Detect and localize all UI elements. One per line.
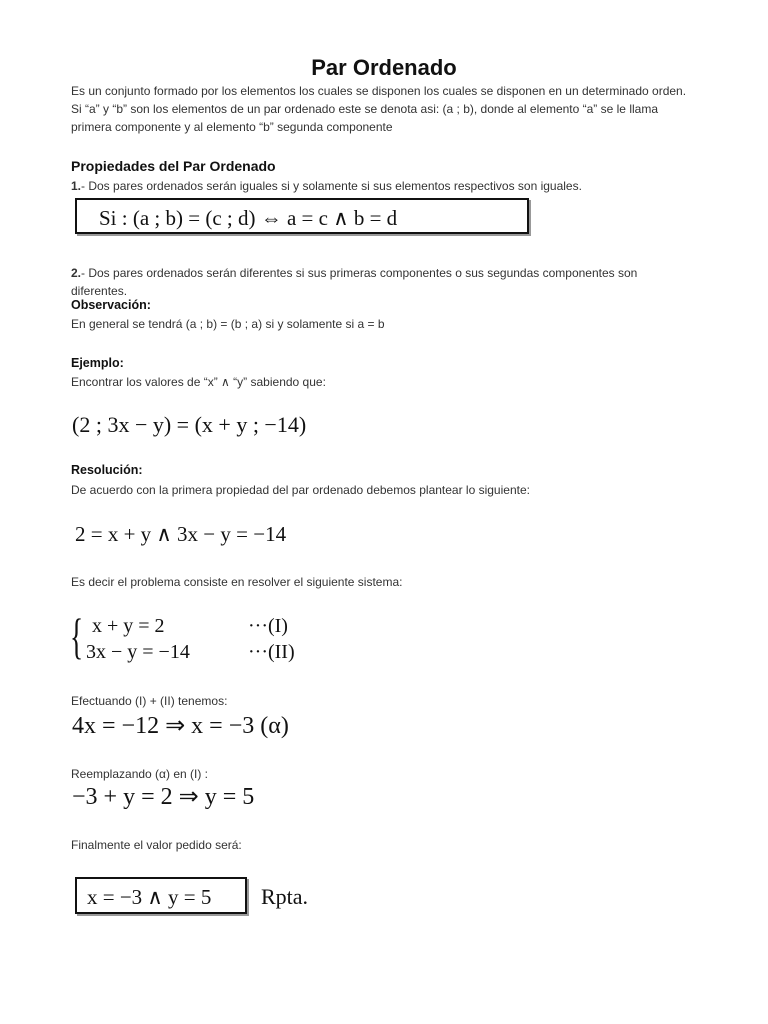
propiedades-heading: Propiedades del Par Ordenado xyxy=(71,158,276,174)
resolucion-formula: 2 = x + y ∧ 3x − y = −14 xyxy=(75,522,287,546)
ejemplo-formula: (2 ; 3x − y) = (x + y ; −14) xyxy=(72,412,307,437)
step-1-text: Efectuando (I) + (II) tenemos: xyxy=(71,694,228,708)
ejemplo-text: Encontrar los valores de “x” ∧ “y” sabiendo que: xyxy=(71,375,326,389)
step-2-formula: −3 + y = 2 ⇒ y = 5 xyxy=(72,784,255,810)
propiedad-1-number: 1. xyxy=(71,179,82,193)
propiedad-2-line-2: diferentes. xyxy=(71,284,128,298)
propiedad-2-line-1: - Dos pares ordenados serán diferentes si sus primeras componentes o sus segundas componentes son xyxy=(81,266,638,280)
page-title: Par Ordenado xyxy=(311,55,457,80)
system-intro-text: Es decir el problema consiste en resolver el siguiente sistema: xyxy=(71,575,403,589)
propiedad-1-formula-box: Si : (a ; b) = (c ; d) ⇔ a = c ∧ b = d xyxy=(75,198,529,234)
propiedad-1-text: - Dos pares ordenados serán iguales si y solamente si sus elementos respectivos son iguales. xyxy=(81,179,582,193)
final-text: Finalmente el valor pedido será: xyxy=(71,838,242,852)
resolucion-text: De acuerdo con la primera propiedad del par ordenado debemos plantear lo siguiente: xyxy=(71,483,530,497)
propiedad-2-number: 2. xyxy=(71,266,82,280)
intro-paragraph xyxy=(71,82,751,136)
answer-label: Rpta. xyxy=(261,884,309,909)
propiedad-2 xyxy=(71,264,751,300)
equation-2-tag: ···(II) xyxy=(248,641,295,663)
step-1-formula: 4x = −12 ⇒ x = −3 (α) xyxy=(72,713,289,739)
propiedad-1 xyxy=(71,177,751,195)
equation-1-tag: ···(I) xyxy=(248,615,288,637)
observacion-heading: Observación: xyxy=(71,298,151,312)
resolucion-heading: Resolución: xyxy=(71,463,143,477)
intro-line-3: primera componente y al elemento “b” segunda componente xyxy=(71,120,393,134)
left-brace-icon: { xyxy=(70,608,84,664)
equation-1: x + y = 2 xyxy=(92,615,165,637)
ejemplo-heading: Ejemplo: xyxy=(71,356,124,370)
observacion-text: En general se tendrá (a ; b) = (b ; a) si y solamente si a = b xyxy=(71,317,385,331)
intro-line-2: Si “a” y “b” son los elementos de un par ordenado este se denota asi: (a ; b), donde al elemento “a” se le llama xyxy=(71,102,658,116)
equation-system xyxy=(70,608,330,668)
intro-line-1: Es un conjunto formado por los elementos los cuales se disponen los cuales se disponen en un determinado orden. xyxy=(71,84,687,98)
equation-2: 3x − y = −14 xyxy=(86,641,190,663)
step-2-text: Reemplazando (α) en (I) : xyxy=(71,767,208,781)
answer-box: x = −3 ∧ y = 5 xyxy=(75,877,247,914)
